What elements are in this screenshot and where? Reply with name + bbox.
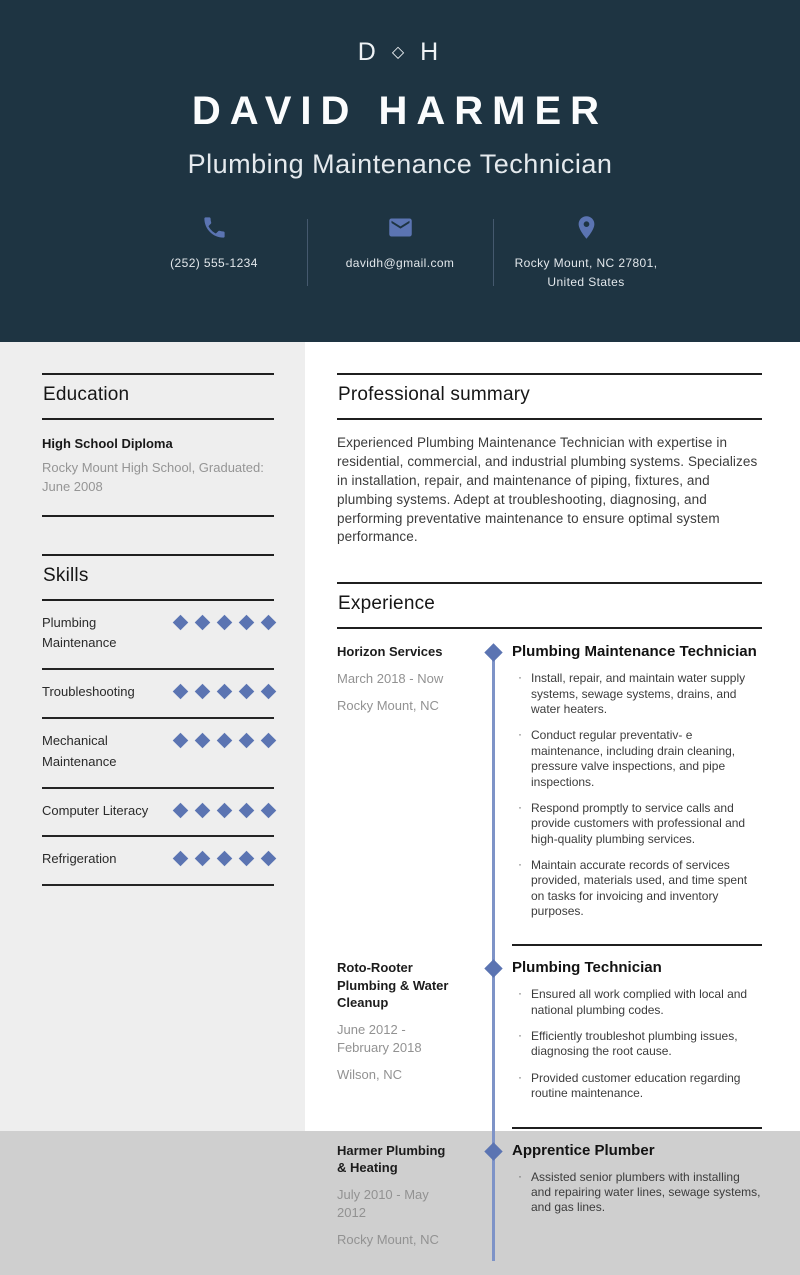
diamond-icon — [261, 684, 277, 700]
summary-text: Experienced Plumbing Maintenance Technician with expertise in residential, commercial, and industrial plumbing systems. Specializes in installation, repair, and maintenance of piping, fixtures, and plumbing systems. Adept at troubleshooting, diagnosing, and performing preventative maintenance to ensure optimal system performance. — [337, 435, 758, 545]
phone-number: (252) 555-1234 — [170, 256, 258, 270]
timeline-diamond-icon — [484, 1142, 502, 1160]
diamond-icon — [195, 733, 211, 749]
timeline-diamond-icon — [484, 960, 502, 978]
diamond-icon — [195, 614, 211, 630]
education-heading: Education — [42, 373, 274, 420]
skill-name: Refrigeration — [42, 851, 117, 867]
experience-meta — [337, 643, 455, 930]
diamond-icon — [239, 802, 255, 818]
job-divider — [512, 944, 762, 946]
job-bullet: · Ensured all work complied with local and national plumbing codes. — [512, 987, 762, 1018]
envelope-icon — [387, 214, 414, 241]
skill-rating — [175, 682, 274, 697]
experience-entry — [337, 1142, 762, 1264]
education-section — [42, 373, 274, 517]
summary-heading: Professional summary — [337, 373, 762, 420]
logo-letter-left: D — [357, 38, 380, 66]
diamond-icon — [239, 684, 255, 700]
experience-section — [337, 582, 762, 1275]
education-item — [42, 420, 274, 517]
candidate-name: DAVID HARMER — [191, 89, 609, 133]
job-bullet: · Provided customer education regarding routine maintenance. — [512, 1071, 762, 1102]
skill-name: Plumbing Maintenance — [42, 614, 117, 651]
diamond-icon — [195, 851, 211, 867]
job-details — [512, 1142, 762, 1250]
company-name: Horizon Services — [337, 644, 443, 660]
job-bullets — [512, 671, 762, 919]
diamond-icon — [261, 802, 277, 818]
location-text — [515, 254, 658, 291]
contact-email — [308, 214, 493, 291]
skill-rating — [175, 801, 274, 816]
diamond-icon — [217, 802, 233, 818]
candidate-title: Plumbing Maintenance Technician — [187, 149, 613, 179]
job-bullet: · Respond promptly to service calls and provide customers with professional and high-quality plumbing services. — [512, 801, 762, 847]
employment-dates: June 2012 - February 2018 — [337, 1022, 422, 1056]
skill-name: Computer Literacy — [42, 802, 149, 818]
diamond-icon — [173, 851, 189, 867]
employment-dates: July 2010 - May 2012 — [337, 1186, 429, 1220]
diamond-icon — [261, 851, 277, 867]
diamond-icon — [173, 733, 189, 749]
timeline-diamond-icon — [484, 644, 502, 662]
diamond-icon — [173, 684, 189, 700]
job-bullet: · Install, repair, and maintain water supply systems, sewage systems, drains, and water heaters. — [512, 671, 762, 717]
experience-entry — [337, 959, 762, 1126]
skill-name: Troubleshooting — [42, 684, 135, 700]
timeline-column — [455, 959, 512, 1112]
job-title: Plumbing Maintenance Technician — [512, 643, 757, 661]
job-bullet: · Assisted senior plumbers with installing and repairing water lines, sewage systems, and gas lines. — [512, 1170, 762, 1216]
sidebar — [0, 342, 305, 1131]
main-column — [305, 342, 800, 1247]
skill-item — [42, 601, 274, 671]
company-name: Harmer Plumbing & Heating — [337, 1142, 446, 1176]
email-address: davidh@gmail.com — [345, 256, 455, 270]
diamond-icon — [217, 851, 233, 867]
skill-name: Mechanical Maintenance — [42, 733, 117, 769]
experience-heading: Experience — [337, 582, 762, 629]
contact-phone — [122, 214, 307, 291]
skills-heading: Skills — [42, 554, 274, 601]
job-bullet: · Conduct regular preventativ- e maintenance, including drain cleaning, pressure valve inspections, and pipe inspections. — [512, 728, 762, 789]
skill-rating — [175, 731, 274, 746]
summary-section — [337, 373, 762, 547]
diamond-icon — [239, 614, 255, 630]
education-degree: High School Diploma — [42, 436, 173, 451]
diamond-icon — [239, 733, 255, 749]
phone-icon — [201, 214, 228, 241]
job-location: Rocky Mount, NC — [337, 1232, 439, 1247]
skill-rating — [175, 613, 274, 628]
resume-body — [0, 342, 800, 1247]
location-pin-icon — [573, 214, 600, 241]
diamond-icon — [217, 614, 233, 630]
job-details — [512, 643, 762, 930]
job-title: Plumbing Technician — [512, 959, 662, 977]
company-name: Roto-Rooter Plumbing & Water Cleanup — [337, 960, 449, 1011]
education-details: Rocky Mount High School, Graduated: June 2008 — [42, 460, 264, 494]
diamond-icon — [173, 614, 189, 630]
diamond-icon — [217, 733, 233, 749]
job-details — [512, 959, 762, 1112]
diamond-icon — [195, 684, 211, 700]
job-location: Wilson, NC — [337, 1067, 403, 1083]
contact-location — [494, 214, 679, 291]
location-line2: United States — [547, 274, 625, 289]
job-divider — [512, 1127, 762, 1129]
experience-entry — [337, 643, 762, 944]
diamond-icon — [261, 733, 277, 749]
monogram-logo — [0, 38, 800, 67]
diamond-icon — [195, 802, 211, 818]
skill-rating — [175, 849, 274, 864]
skill-item — [42, 670, 274, 719]
job-location: Rocky Mount, NC — [337, 698, 439, 714]
job-bullets — [512, 987, 762, 1101]
contact-row — [0, 214, 800, 291]
job-title: Apprentice Plumber — [512, 1141, 655, 1159]
diamond-outline-icon: ◇ — [391, 43, 409, 61]
employment-dates: March 2018 - Now — [337, 670, 444, 686]
diamond-icon — [239, 851, 255, 867]
experience-meta — [337, 1142, 455, 1250]
diamond-icon — [261, 614, 277, 630]
job-bullet: · Maintain accurate records of services provided, materials used, and time spent on tasks for invoicing and inventory purposes. — [512, 858, 762, 919]
experience-meta — [337, 959, 455, 1112]
skill-item — [42, 837, 274, 886]
logo-letter-right: H — [420, 38, 443, 66]
diamond-icon — [217, 684, 233, 700]
diamond-icon — [173, 802, 189, 818]
resume-header — [0, 0, 800, 342]
job-bullets — [512, 1170, 762, 1216]
timeline-column — [455, 643, 512, 930]
experience-timeline — [337, 643, 762, 1275]
timeline-column — [455, 1142, 512, 1250]
skill-item — [42, 789, 274, 838]
location-line1: Rocky Mount, NC 27801, — [514, 256, 658, 270]
skills-section — [42, 554, 274, 887]
job-bullet: · Efficiently troubleshot plumbing issues, diagnosing the root cause. — [512, 1029, 762, 1060]
skill-item — [42, 719, 274, 789]
